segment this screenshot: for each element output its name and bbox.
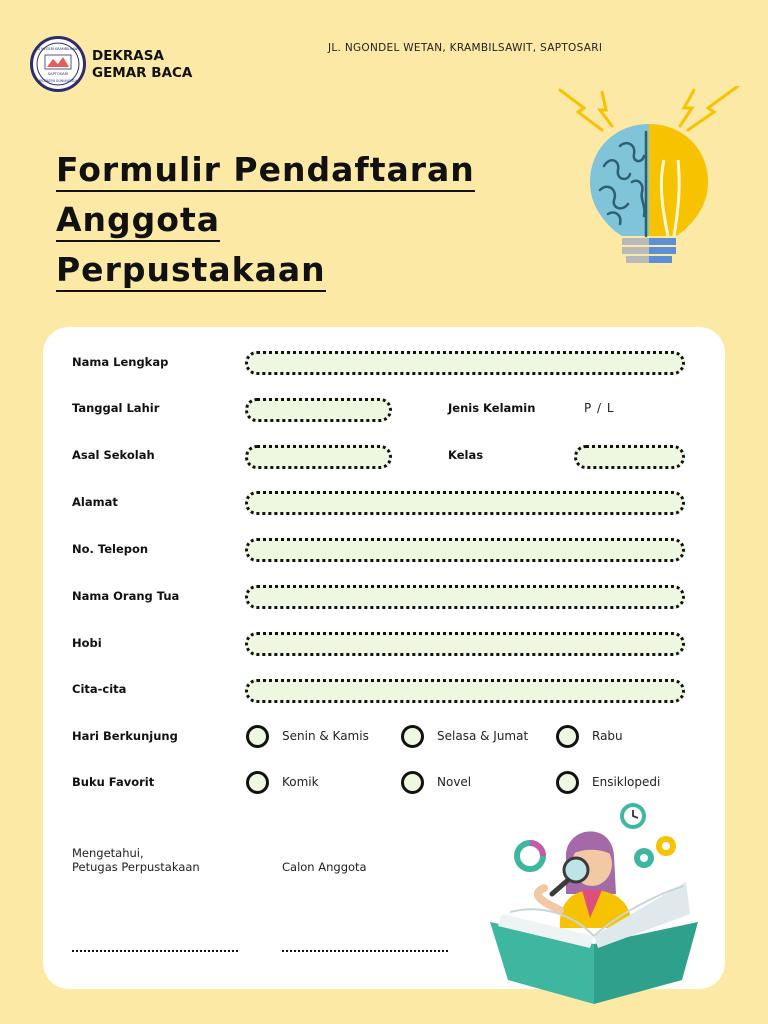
title-line3: Perpustakaan [56, 250, 326, 292]
option-rabu: Rabu [592, 729, 623, 743]
label-jenis-kelamin: Jenis Kelamin [448, 401, 536, 415]
title-line2: Anggota [56, 200, 220, 242]
radio-selasa-jumat[interactable] [401, 725, 424, 748]
signature-left-line1: Mengetahui, [72, 846, 144, 860]
address: JL. NGONDEL WETAN, KRAMBILSAWIT, SAPTOSARI [328, 42, 603, 54]
nama-orang-tua-field[interactable] [245, 585, 685, 609]
logo-text-middle: SAPTOSARI [47, 72, 69, 76]
label-hobi: Hobi [72, 636, 102, 650]
nama-lengkap-field[interactable] [245, 351, 685, 375]
org-name [92, 48, 192, 82]
signature-candidate-line[interactable] [282, 950, 448, 952]
radio-senin-kamis[interactable] [246, 725, 269, 748]
label-tanggal-lahir: Tanggal Lahir [72, 401, 160, 415]
label-cita-cita: Cita-cita [72, 682, 127, 696]
asal-sekolah-field[interactable] [245, 445, 392, 469]
radio-komik[interactable] [246, 771, 269, 794]
label-buku-favorit: Buku Favorit [72, 775, 155, 789]
gear-icon [656, 836, 676, 856]
reading-girl-illustration [486, 798, 712, 1008]
option-senin-kamis: Senin & Kamis [282, 729, 369, 743]
label-kelas: Kelas [448, 448, 484, 462]
page-title [56, 150, 475, 300]
kelas-field[interactable] [574, 445, 685, 469]
lightbulb-brain-icon [556, 86, 742, 272]
label-asal-sekolah: Asal Sekolah [72, 448, 155, 462]
clock-icon [620, 803, 646, 829]
jenis-kelamin-options[interactable]: P / L [584, 401, 615, 415]
label-nama-orang-tua: Nama Orang Tua [72, 589, 180, 603]
school-logo [30, 36, 86, 92]
radio-rabu[interactable] [556, 725, 579, 748]
option-selasa-jumat: Selasa & Jumat [437, 729, 529, 743]
radio-novel[interactable] [401, 771, 424, 794]
signature-candidate-label: Calon Anggota [282, 860, 367, 874]
radio-ensiklopedi[interactable] [556, 771, 579, 794]
org-name-line2: GEMAR BACA [92, 65, 193, 81]
school-seal-icon [33, 39, 83, 89]
alamat-field[interactable] [245, 491, 685, 515]
tanggal-lahir-field[interactable] [245, 398, 392, 422]
org-name-line1: DEKRASA [92, 48, 164, 64]
label-nama-lengkap: Nama Lengkap [72, 355, 169, 369]
label-alamat: Alamat [72, 495, 118, 509]
no-telepon-field[interactable] [245, 538, 685, 562]
signature-librarian-line[interactable] [72, 950, 238, 952]
title-line1: Formulir Pendaftaran [56, 150, 475, 192]
label-no-telepon: No. Telepon [72, 542, 149, 556]
signature-left-line2: Petugas Perpustakaan [72, 860, 200, 874]
label-hari-berkunjung: Hari Berkunjung [72, 729, 178, 743]
cita-cita-field[interactable] [245, 679, 685, 703]
option-komik: Komik [282, 775, 319, 789]
option-novel: Novel [437, 775, 472, 789]
option-ensiklopedi: Ensiklopedi [592, 775, 661, 789]
logo-text-top: SD NEGERI KRAMBILSAWIT [35, 47, 81, 51]
hobi-field[interactable] [245, 632, 685, 656]
logo-text-bottom: KABUPATEN GUNUNGKIDUL [36, 79, 80, 83]
signature-librarian-label [72, 846, 200, 874]
